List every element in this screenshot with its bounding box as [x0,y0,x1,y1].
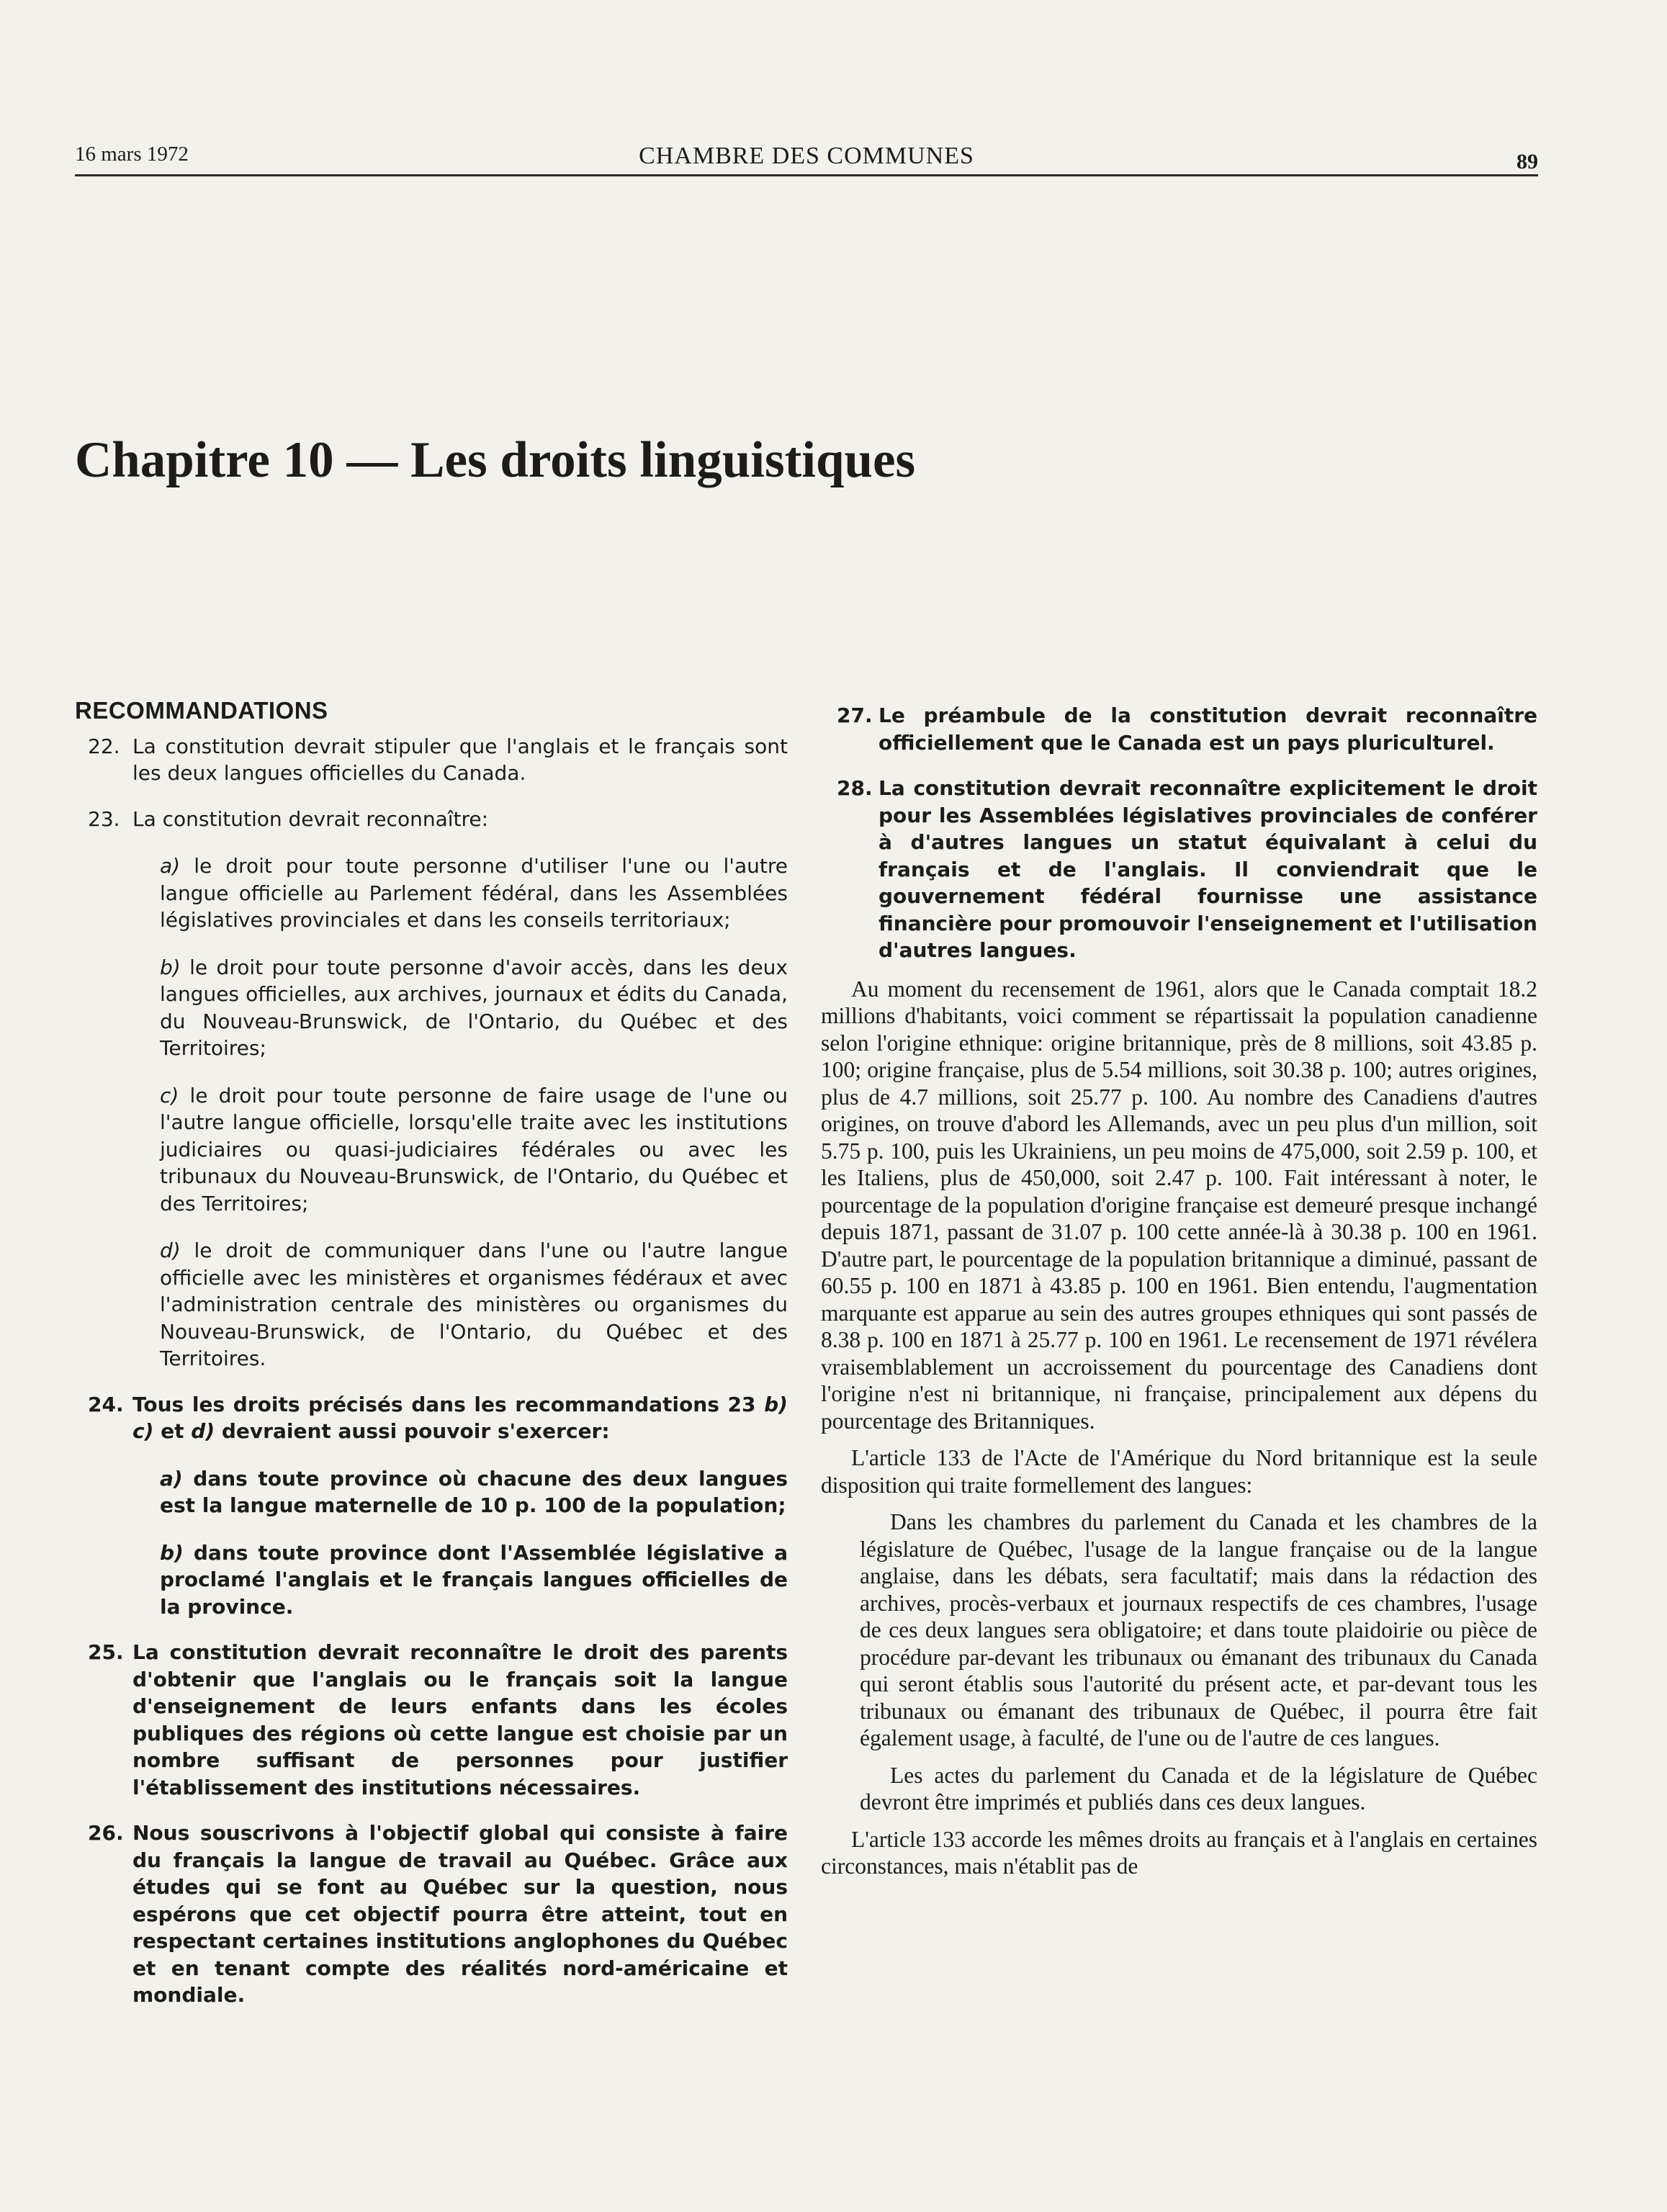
recommendation-text: La constitution devrait reconnaître le droit des parents d'obtenir que l'anglais ou le français soit la langue d'enseignement de leurs enfants dans les écoles publiques des régions où cette langue est choisie par un nombre suffisant de personnes pour justifier l'établissement des institutions nécessaires. [132,1640,788,1799]
recommendation-number: 24. [88,1392,124,1416]
recommendation-22 [75,733,788,787]
body-paragraph: Au moment du recensement de 1961, alors que le Canada comptait 18.2 millions d'habitants, voici comment se répartissait la population canadienne selon l'origine ethnique: origine britannique, près de 8 millions, soit 43.85 p. 100; origine française, plus de 5.54 millions, soit 30.38 p. 100; autres origines, plus de 4.7 millions, soit 25.77 p. 100. Au nombre des Canadiens d'autres origines, on trouve d'abord les Allemands, avec un peu plus d'un million, soit 5.75 p. 100, puis les Ukrainiens, un peu moins de 475,000, soit 2.59 p. 100, et les Italiens, plus de 450,000, soit 2.47 p. 100. Fait intéressant à noter, le pourcentage de la population d'origine française est demeuré presque inchangé depuis 1871, passant de 31.07 p. 100 cette année-là à 30.38 p. 100 en 1961. D'autre part, le pourcentage de la population britannique a diminué, passant de 60.55 p. 100 en 1871 à 43.85 p. 100 en 1961. Bien entendu, l'augmentation marquante est apparue au sein des autres groupes ethniques qui sont passés de 8.38 p. 100 en 1871 à 25.77 p. 100 en 1961. Le recensement de 1971 révélera vraisemblablement un accroissement du pourcentage des Canadiens dont l'origine n'est ni britannique, ni française, principalement aux dépens du pourcentage des Britanniques. [821,976,1537,1434]
subitem-text: dans toute province où chacune des deux langues est la langue maternelle de 10 p. 100 de la population; [160,1466,788,1517]
lead-text: devraient aussi pouvoir s'exercer: [221,1419,610,1443]
subitem-letter: a) [160,1466,183,1491]
recommendation-26 [75,1820,788,2009]
subitem-a [160,853,788,934]
recommendation-lead: La constitution devrait reconnaître: [132,806,489,831]
subitem-letter: d) [160,1238,181,1262]
subitem-letter: a) [160,854,181,878]
recommendations-heading: RECOMMANDATIONS [75,697,328,724]
subitem-text: le droit pour toute personne d'utiliser l'une ou l'autre langue officielle au Parlement fédéral, dans les Assemblées législatives provinciales et dans les conseils territoriaux; [160,854,788,932]
header-date: 16 mars 1972 [75,143,189,166]
subitem-letter: b) [160,1540,184,1565]
subitem-b [160,1539,788,1621]
subitem-text: le droit pour toute personne d'avoir accès, dans les deux langues officielles, aux archives, journaux et édits du Canada, du Nouveau-Brunswick, de l'Ontario, du Québec et des Territoires; [160,955,788,1060]
recommendation-text: La constitution devrait stipuler que l'anglais et le français sont les deux langues officielles du Canada. [132,734,788,785]
subitem-text: le droit pour toute personne de faire usage de l'une ou l'autre langue officielle, lorsqu'elle traite avec les institutions judiciaires ou quasi-judiciaires fédérales ou avec les tribunaux du Nouveau-Brunswick, de l'Ontario, du Québec et des Territoires; [160,1083,788,1215]
subitem-letter: b) [160,955,181,979]
left-column [75,697,788,2028]
body-paragraph: L'article 133 accorde les mêmes droits au français et à l'anglais en certaines circonstances, mais n'établit pas de [821,1826,1537,1879]
chapter-title: Chapitre 10 — Les droits linguistiques [75,432,916,488]
subitem-b [160,954,788,1062]
body-paragraph: L'article 133 de l'Acte de l'Amérique du Nord britannique est la seule disposition qui traite formellement des langues: [821,1445,1537,1498]
recommendation-number: 25. [88,1640,124,1664]
recommendation-number: 27. [837,703,873,727]
right-column [821,702,1537,1880]
recommendation-text: La constitution devrait reconnaître explicitement le droit pour les Assemblées législatives provinciales de conférer à d'autres langues un statut équivalant à celui du français et de l'anglais. Il conviendrait que le gouvernement fédéral fournisse une assistance financière pour promouvoir l'enseignement et l'utilisation d'autres langues. [879,776,1537,962]
block-quote [821,1509,1537,1816]
recommendation-25 [75,1639,788,1801]
recommendation-text: Le préambule de la constitution devrait reconnaître officiellement que le Canada est un pays pluriculturel. [879,703,1537,755]
subitem-c [160,1082,788,1218]
page-number: 89 [1517,150,1538,174]
subitem-d [160,1237,788,1372]
quote-paragraph: Les actes du parlement du Canada et de la législature de Québec devront être imprimés et publiés dans ces deux langues. [860,1762,1537,1815]
subitem-letter: c) [160,1083,179,1107]
lead-text: Tous les droits précisés dans les recommandations 23 [132,1392,756,1416]
recommendation-23 [75,806,788,1372]
lead-letter-b: b) [764,1392,788,1416]
recommendation-number: 28. [837,776,873,800]
recommendation-27 [821,702,1537,756]
recommendation-24 [75,1391,788,1621]
running-header [75,143,1538,176]
quote-paragraph: Dans les chambres du parlement du Canada et les chambres de la législature de Québec, l'usage de la langue française ou de la langue anglaise, dans les débats, sera facultatif; mais dans la rédaction des archives, procès-verbaux et journaux respectifs de ces chambres, l'usage de ces deux langues sera obligatoire; et dans toute plaidoirie ou pièce de procédure par-devant les tribunaux ou émanant des tribunaux du Canada qui seront établis sous l'autorité du présent acte, et par-devant tous les tribunaux ou émanant des tribunaux de Québec, il pourra être fait également usage, à faculté, de l'une ou de l'autre de ces langues. [860,1509,1537,1750]
lead-letter-c: c) [132,1419,154,1443]
subitem-a [160,1465,788,1519]
subitem-text: dans toute province dont l'Assemblée législative a proclamé l'anglais et le français langues officielles de la province. [160,1540,788,1619]
header-title: CHAMBRE DES COMMUNES [639,143,974,169]
header-rule [75,174,1538,176]
recommendation-number: 22. [88,734,120,758]
recommendation-28 [821,775,1537,964]
recommendation-number: 23. [88,806,120,831]
lead-text: et [161,1419,184,1443]
lead-letter-d: d) [191,1419,215,1443]
recommendation-number: 26. [88,1821,124,1845]
recommendation-lead [132,1391,788,1445]
subitem-text: le droit de communiquer dans l'une ou l'autre langue officielle avec les ministères et organismes fédéraux et avec l'administration centrale des ministères ou organismes du Nouveau-Brunswick, de l'Ontario, du Québec et des Territoires. [160,1238,788,1370]
recommendation-text: Nous souscrivons à l'objectif global qui consiste à faire du français la langue de travail au Québec. Grâce aux études qui se font au Québec sur la question, nous espérons que cet objectif pourra être atteint, tout en respectant certaines institutions anglophones du Québec et en tenant compte des réalités nord-américaine et mondiale. [132,1821,788,2007]
